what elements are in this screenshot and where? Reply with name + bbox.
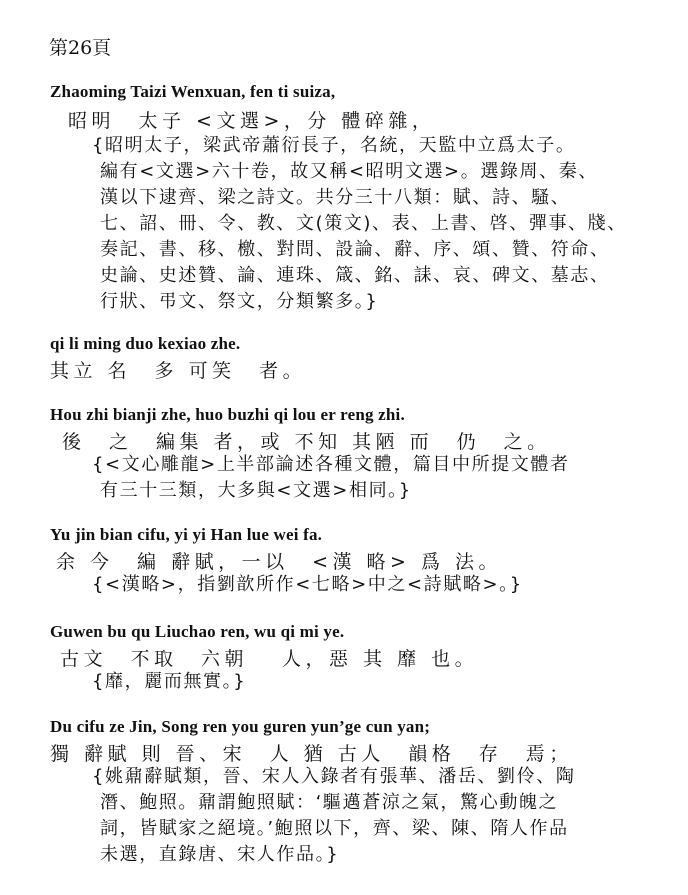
note-line: 編有<文選>六十卷，故又稱<昭明文選>。選錄周、秦、: [100, 161, 598, 182]
pinyin-line: Zhaoming Taizi Wenxuan, fen ti suiza,: [50, 82, 336, 101]
pinyin-line: Hou zhi bianji zhe, huo buzhi qi lou er reng zhi.: [50, 405, 405, 424]
pinyin-line: Du cifu ze Jin, Song ren you guren yun’ge cun yan;: [50, 717, 431, 736]
note-line: {靡，麗而無實。}: [92, 671, 247, 692]
note-line: 未選，直錄唐、宋人作品。}: [100, 844, 340, 865]
note-line: {昭明太子，梁武帝蕭衍長子，名統，天監中立爲太子。: [92, 135, 576, 156]
chinese-line: 後 之 編集 者，或 不知 其陋 而 仍 之。: [62, 431, 551, 453]
pinyin-line: Yu jin bian cifu, yi yi Han lue wei fa.: [50, 525, 323, 544]
chinese-line: 其立 名 多 可笑 者。: [50, 360, 307, 382]
commentary-note: [92, 669, 652, 695]
note-line: {姚鼐辭賦類，晉、宋人入錄者有張華、潘岳、劉伶、陶: [92, 766, 576, 787]
pinyin-line: qi li ming duo kexiao zhe.: [50, 334, 241, 353]
note-line: 有三十三類，大多與<文選>相同。}: [100, 480, 412, 501]
chinese-line: 余 今 編 辭賦，一以 <漢 略> 爲 法。: [56, 551, 503, 573]
commentary-note: [92, 133, 652, 315]
note-line: {<文心雕龍>上半部論述各種文體，篇目中所提文體者: [92, 454, 570, 475]
pinyin-line: Guwen bu qu Liuchao ren, wu qi mi ye.: [50, 622, 345, 641]
note-line: 七、詔、冊、令、教、文(策文)、表、上書、啓、彈事、牋、: [100, 213, 627, 234]
note-line: 行狀、弔文、祭文，分類繁多。}: [100, 291, 379, 312]
chinese-line: 昭明 太子 <文選>，分 體碎雜，: [68, 110, 436, 132]
note-line: 史論、史述贊、論、連珠、箴、銘、誄、哀、碑文、墓志、: [100, 265, 610, 286]
page-number: 第26頁: [49, 37, 112, 59]
commentary-note: [92, 764, 652, 868]
commentary-note: [92, 572, 652, 598]
note-line: 詞，皆賦家之絕境。’鮑照以下，齊、梁、陳、隋人作品: [100, 818, 569, 839]
note-line: 漢以下逮齊、梁之詩文。共分三十八類：賦、詩、騷、: [100, 187, 571, 208]
note-line: {<漢略>，指劉歆所作<七略>中之<詩賦略>。}: [92, 574, 523, 595]
chinese-line: 獨 辭賦 則 晉、宋 人 猶 古人 韻格 存 焉；: [50, 743, 573, 765]
commentary-note: [92, 452, 652, 504]
note-line: 奏記、書、移、檄、對問、設論、辭、序、頌、贊、符命、: [100, 239, 610, 260]
chinese-line: 古文 不取 六朝 人，惡 其 靡 也。: [60, 648, 479, 670]
note-line: 潛、鮑照。鼐謂鮑照賦：‘驅邁蒼涼之氣，驚心動魄之: [100, 792, 559, 813]
